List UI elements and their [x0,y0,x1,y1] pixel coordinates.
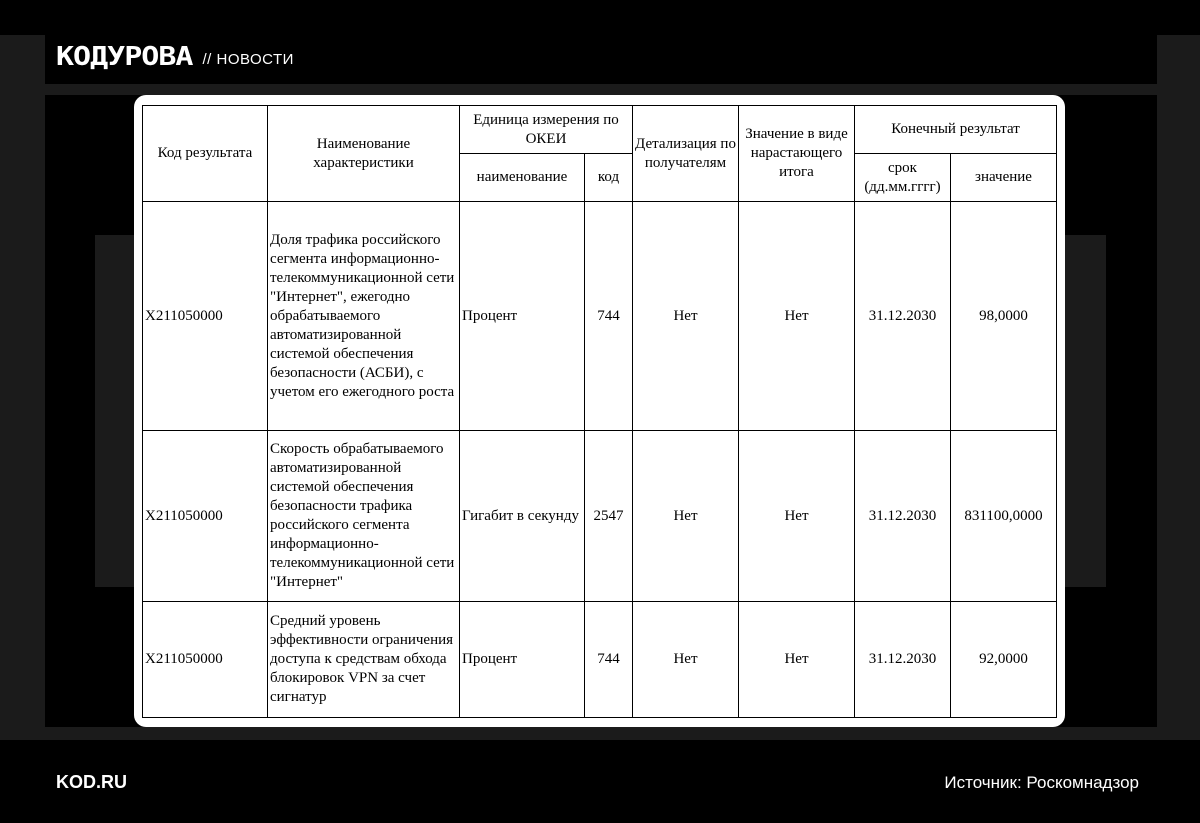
table-row [143,431,1057,602]
cell-name: Доля трафика российского сегмента информационно-телекоммуникационной сети "Интернет", ежегодно обрабатываемого автоматизированной системой обеспечения безопасности (АСБИ), с учетом его ежегодного роста [268,202,460,431]
cell-unit-name: Процент [460,202,585,431]
header-unit-name: наименование [460,154,585,202]
source-caption: Источник: Роскомнадзор [944,773,1139,792]
header-unit-group: Единица измерения по ОКЕИ [460,106,633,154]
cell-code: X211050000 [143,202,268,431]
cell-code: X211050000 [143,431,268,602]
bg-block-left [0,35,45,740]
site-link[interactable]: KOD.RU [56,772,127,792]
bg-block-right [1157,35,1200,740]
header-final-date: срок (дд.мм.гггг) [855,154,951,202]
header-cumulative: Значение в виде нарастающего итога [739,106,855,202]
bg-block-mid-right [1065,235,1106,587]
header-final-value: значение [951,154,1057,202]
brand-logo: КОДУРОВА [56,41,193,72]
cell-name: Скорость обрабатываемого автоматизированной системой обеспечения безопасности трафика российского сегмента информационно-телекоммуникационной сети "Интернет" [268,431,460,602]
bg-block-bottom [0,727,1157,740]
table-row [143,602,1057,718]
cell-code: X211050000 [143,602,268,718]
bg-block-top-wide [45,84,1157,95]
bg-block-mid-left [95,235,134,587]
header-final-group: Конечный результат [855,106,1057,154]
brand [56,40,294,70]
cell-unit-name: Гигабит в секунду [460,431,585,602]
cell-cumulative: Нет [739,431,855,602]
header-unit-code: код [585,154,633,202]
cell-value: 831100,0000 [951,431,1057,602]
results-table [142,105,1057,718]
cell-date: 31.12.2030 [855,602,951,718]
header-detail: Детализация по получателям [633,106,739,202]
cell-detail: Нет [633,202,739,431]
section-label: // НОВОСТИ [202,51,294,68]
cell-unit-code: 744 [585,202,633,431]
cell-unit-code: 744 [585,602,633,718]
table-row [143,202,1057,431]
cell-date: 31.12.2030 [855,202,951,431]
document-card [134,95,1065,727]
cell-date: 31.12.2030 [855,431,951,602]
cell-detail: Нет [633,602,739,718]
cell-unit-code: 2547 [585,431,633,602]
cell-cumulative: Нет [739,602,855,718]
cell-name: Средний уровень эффективности ограничения доступа к средствам обхода блокировок VPN за счет сигнатур [268,602,460,718]
header-name: Наименование характеристики [268,106,460,202]
cell-value: 92,0000 [951,602,1057,718]
cell-detail: Нет [633,431,739,602]
cell-unit-name: Процент [460,602,585,718]
cell-value: 98,0000 [951,202,1057,431]
cell-cumulative: Нет [739,202,855,431]
header-code: Код результата [143,106,268,202]
